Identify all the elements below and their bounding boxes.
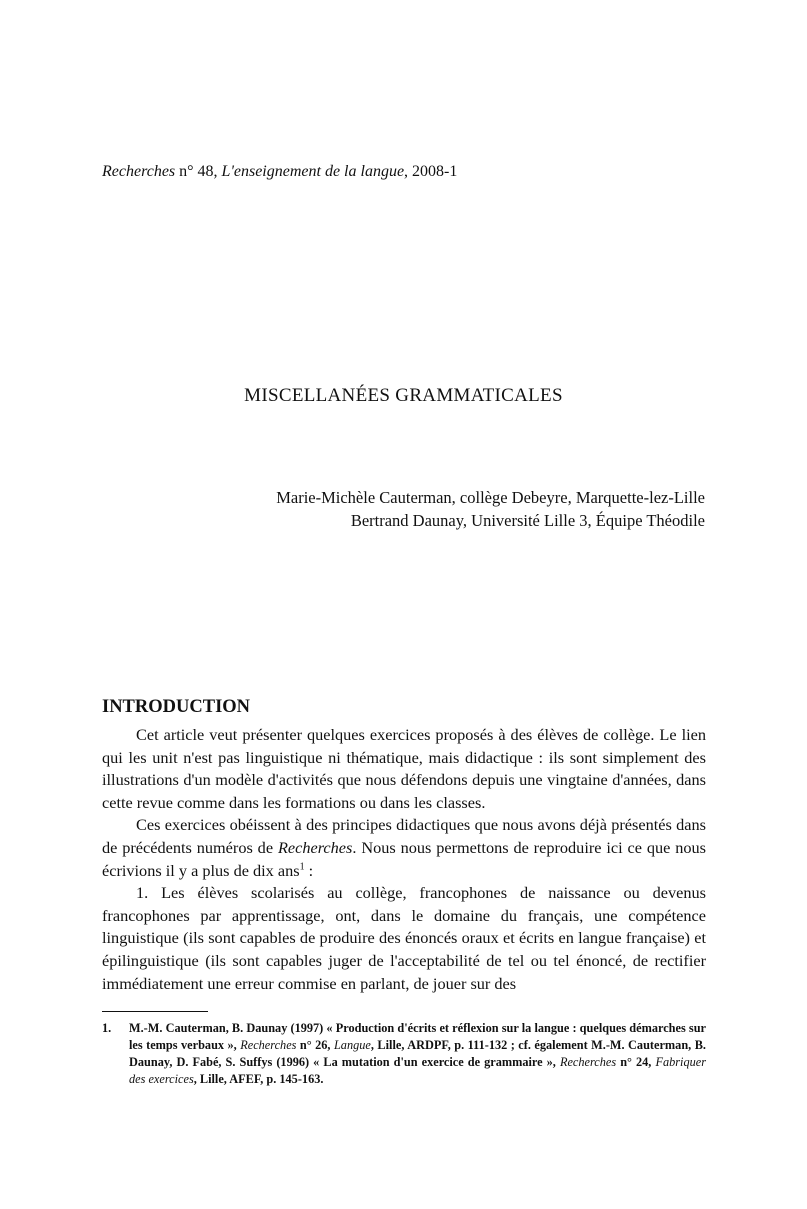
paragraph: Cet article veut présenter quelques exercices proposés à des élèves de collège. Le lien qui les unit n'est pas linguistique ni thématique, mais didactique : ils sont simplement des illustrations d'un modèle d'activités que nous défendons depuis une vingtaine d'années, dans cette revue comme dans les formations ou dans les classes.	[102, 725, 706, 812]
issue-number: n° 48,	[179, 163, 218, 180]
author-block	[276, 486, 705, 532]
paragraph-text: . Nous nous permettons de reproduire ici ce que nous écrivions il y a plus de dix ans	[102, 837, 706, 880]
issue-year: , 2008-1	[404, 163, 458, 180]
section-heading: INTRODUCTION	[102, 697, 251, 717]
journal-name: Recherches	[102, 163, 176, 180]
article-title: MISCELLANÉES GRAMMATICALES	[244, 385, 563, 406]
journal-reference: Recherches	[277, 837, 353, 857]
issue-theme: L'enseignement de la langue	[221, 163, 405, 180]
footnote-journal: Recherches	[240, 1038, 297, 1052]
footnote-reference[interactable]: 1	[299, 861, 305, 873]
paragraph-text: :	[304, 860, 314, 880]
footnote-text	[129, 1020, 706, 1088]
journal-header	[102, 161, 457, 183]
author-line: Bertrand Daunay, Université Lille 3, Équipe Théodile	[350, 511, 705, 530]
footnote-theme: Langue	[333, 1038, 371, 1052]
footnote-number: 1.	[102, 1021, 112, 1035]
author-line: Marie-Michèle Cauterman, collège Debeyre, Marquette-lez-Lille	[276, 488, 705, 507]
footnote-part: n° 24,	[616, 1055, 656, 1069]
footnote-part: n° 26,	[296, 1038, 334, 1052]
footnote	[102, 1020, 706, 1088]
paragraph	[102, 814, 706, 882]
paragraph-text: Ces exercices obéissent à des principes didactiques que nous avons déjà présentés dans de précédents numéros de	[102, 815, 706, 857]
footnote-part: , Lille, ARDPF, p. 111-132 ; cf. également M.-M. Cauterman, B. Daunay, D. Fabé, S. Suffys (1996) « La mutation d'un exercice de grammaire »,	[129, 1038, 706, 1069]
footnote-part: , Lille, AFEF, p. 145-163.	[193, 1072, 324, 1086]
footnote-divider	[102, 1011, 208, 1012]
footnote-part: M.-M. Cauterman, B. Daunay (1997) « Production d'écrits et réflexion sur la langue : quelques démarches sur les temps verbaux »,	[129, 1021, 706, 1052]
paragraph: 1. Les élèves scolarisés au collège, francophones de naissance ou devenus francophones par apprentissage, ont, dans le domaine du français, une compétence linguistique (ils sont capables de produire des énoncés oraux et écrits en langue française) et épilinguistique (ils sont capables juger de l'acceptabilité de tel ou tel énoncé, de rectifier immédiatement une erreur commise en parlant, de jouer sur des	[102, 883, 706, 993]
footnote-theme: Fabriquer des exercices	[129, 1055, 706, 1086]
body-text	[102, 724, 706, 995]
footnote-journal: Recherches	[559, 1055, 617, 1069]
